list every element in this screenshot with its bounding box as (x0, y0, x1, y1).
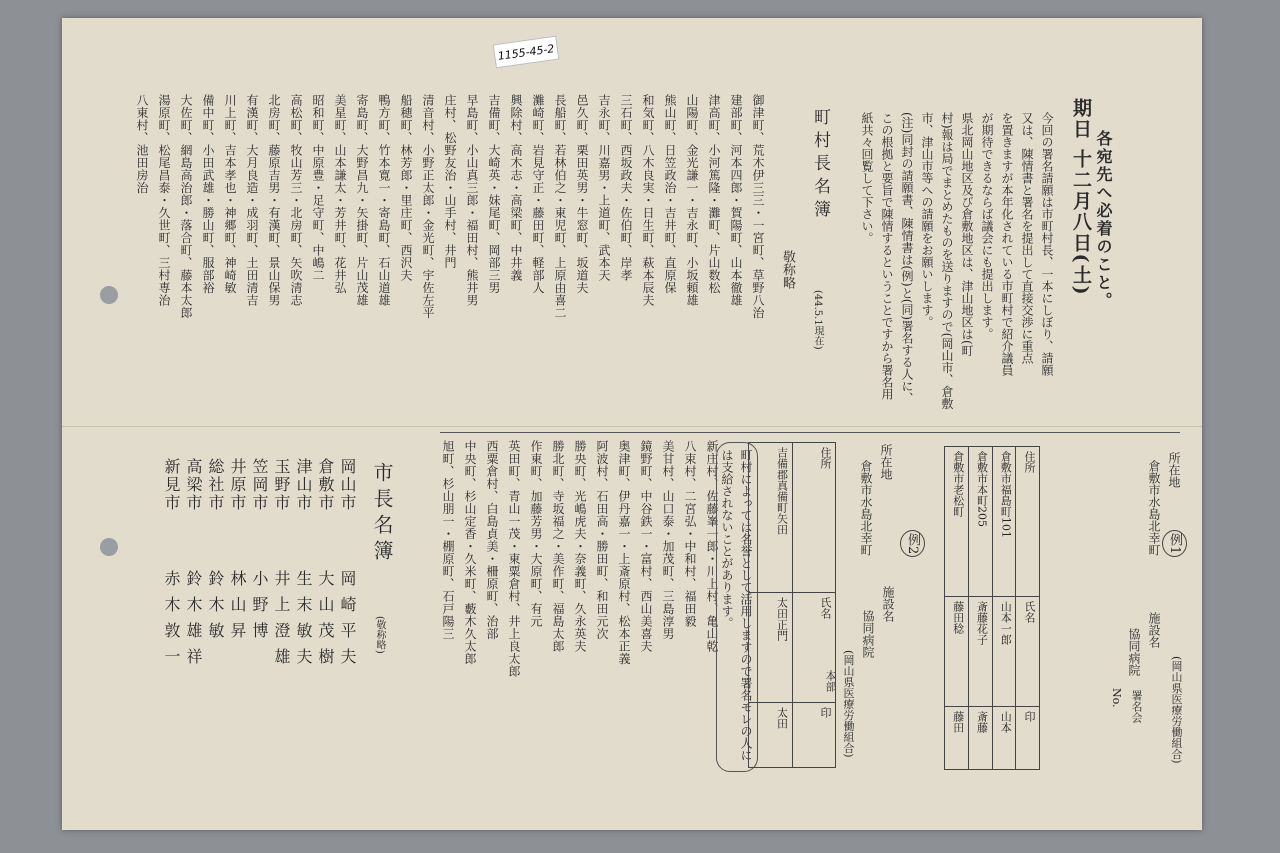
town-entry: 新庄村、佐藤峯一郎・川上村、亀山乾 (705, 440, 719, 653)
mayor-name: 岡崎平夫 (338, 570, 357, 674)
form-cell-name: 太田正門 (749, 593, 792, 703)
example2-label: 例2 (900, 530, 925, 557)
form-cell-name: 斎藤花子 (969, 597, 992, 707)
town-entry: 興除村、高木志・高梁町、中井義 (509, 94, 523, 282)
city-name: 井原市 (228, 458, 247, 512)
city-name: 岡山市 (338, 458, 357, 512)
example1-facility: 協同病院 (1127, 628, 1141, 676)
notice-paragraph: 市、津山市等への請願をお願いします。 (920, 112, 934, 328)
town-entry: 八束村、二宮弘・中和村、福田毅 (683, 440, 697, 628)
town-entry: 作東町、加藤芳男・大原町、有元 (529, 440, 543, 628)
town-entry: 有漢町、大月良造・成羽町、土田清吉 (245, 94, 259, 307)
town-entry: 山陽町、金光謙一・吉永町、小坂頼雄 (685, 94, 699, 307)
city-name: 笠岡市 (250, 458, 269, 512)
notice-body (846, 112, 1056, 412)
town-entry: 旭町、杉山朋一・棚原町、石戸陽三 (441, 440, 455, 640)
form-cell-address: 倉敷市福島町101 (993, 447, 1016, 597)
notice-paragraph: が期待できるならば議会にも提出します。 (980, 112, 994, 340)
town-entry: 美星町、山本謙太・芳井町、花井弘 (333, 94, 347, 294)
mayor-name: 鈴木雄祥 (184, 570, 203, 674)
town-list-honorific: 敬称略 (780, 250, 795, 289)
form-column (749, 443, 793, 768)
example1-party: 署名会 (1130, 690, 1143, 723)
city-list-columns (160, 458, 360, 728)
town-entry: 川上町、吉本孝也・神郷町、神崎敏 (223, 94, 237, 294)
notice-paragraph: を置きますが本年化されている市町村で紹介議員 (1000, 112, 1014, 376)
example2-facility: 協同病院 (861, 610, 875, 658)
example2-table (748, 442, 836, 768)
town-entry: 高松町、牧山芳三・北房町、矢吹清志 (289, 94, 303, 307)
city-name: 新見市 (162, 458, 181, 512)
form-cell-hdr2: 印 (1023, 711, 1036, 722)
form-cell-address: 倉敷市本町205 (969, 447, 992, 597)
town-entry: 英田町、青山一茂・東粟倉村、井上良太郎 (507, 440, 521, 678)
town-entry: 吉備町、大崎英・妹尾町、岡部三男 (487, 94, 501, 294)
example1-no-label: No. (1110, 688, 1123, 708)
form-cell-seal: 藤田 (951, 711, 965, 733)
form-cell-hdr1: 氏名 (793, 593, 836, 703)
form-cell-hdr1: 氏名 (1016, 597, 1039, 707)
town-entry: 勝北町、寺坂福之・美作町、福島太郎 (551, 440, 565, 653)
town-entry: 寄島町、大野昌九・矢掛町、片山茂雄 (355, 94, 369, 307)
more-town-columns (424, 440, 724, 760)
town-entry: 昭和町、中原豊・足守町、中嶋二 (311, 94, 325, 282)
section-divider (440, 432, 1180, 433)
mayor-name: 生末敏夫 (294, 570, 313, 674)
example1-address: 倉敷市水島北幸町 (1147, 460, 1161, 556)
city-name: 玉野市 (272, 458, 291, 512)
town-entry: 早島町、小山真三郎・福田村、熊井男 (465, 94, 479, 307)
form-cell-name: 山本一郎 (993, 597, 1016, 707)
mayor-name: 赤木敦一 (162, 570, 181, 674)
town-list-date: (44.5.1現在) (812, 290, 823, 350)
notice-paragraph: 県北岡山地区及び倉敷地区は、津山地区は(町 (960, 112, 974, 357)
town-entry: 湯原町、松尾昌泰・久世町、三村専治 (157, 94, 171, 307)
city-list-honorific: (敬称略) (374, 616, 385, 654)
form-column (968, 447, 992, 770)
town-entry: 庄村、松野友治・山手村、井門 (443, 94, 457, 269)
town-entry: 大佐町、網島高治郎・落合町、藤本太郎 (179, 94, 193, 319)
mayor-name: 小野博 (250, 570, 269, 648)
town-entry: 美甘村、山口泰・加茂町、三島淳男 (661, 440, 675, 640)
town-entry: 清音村、小野正太郎・金光町、宇佐左平 (421, 94, 435, 319)
notice-paragraph: 今回の署名請願は市町村長、一本にしぼり、請願 (1040, 112, 1054, 376)
mayor-name: 鈴木敏 (206, 570, 225, 648)
town-entry: 和気町、八木良実・日生町、萩本辰夫 (641, 94, 655, 307)
town-entry: 船穂町、林芳郎・里庄町、西沢夫 (399, 94, 413, 282)
notice-paragraph: 又は、陳情書と署名を提出して直接交渉に重点 (1020, 112, 1034, 364)
form-cell-name: 藤田稔 (945, 597, 968, 707)
example2-address: 倉敷市水島北幸町 (859, 460, 873, 556)
form-column (792, 443, 836, 768)
town-entry: 建部町、河本四郎・賀陽町、山本徹雄 (729, 94, 743, 307)
town-entry: 勝央町、光嶋虎夫・奈義町、久永英夫 (573, 440, 587, 653)
form-cell-seal: 斎藤 (975, 711, 989, 733)
form-cell-address: 倉敷市老松町 (945, 447, 968, 597)
town-entry: 三石町、西坂政夫・佐伯町、岸孝 (619, 94, 633, 282)
fold-line (62, 426, 1202, 427)
town-entry: 邑久町、栗田英男・牛窓町、坂道夫 (575, 94, 589, 294)
notice-paragraph: 紙共々回覧して下さい。 (860, 112, 874, 244)
town-entry: 熊山町、日笠政治・吉井町、直原保 (663, 94, 677, 294)
town-list-heading: 町村長名簿 (810, 108, 830, 223)
example1-party-label: (岡山県医療労働組合) (1170, 656, 1183, 764)
town-entry: 西粟倉村、白島貞美・柵原町、治部 (485, 440, 499, 640)
example1-label: 例1 (1162, 530, 1187, 557)
form-cell-seal: 山本 (999, 711, 1013, 733)
town-entry: 八東村、池田房治 (135, 94, 149, 194)
town-list-columns (130, 94, 770, 414)
town-entry: 御津町、荒木伊三三・一宮町、草野八治 (751, 94, 765, 319)
notice-date: 期日 十二月八日(土) (1070, 98, 1092, 297)
form-cell-hdr0: 住所 (1016, 447, 1039, 597)
mayor-name: 林山昇 (228, 570, 247, 648)
city-name: 総社市 (206, 458, 225, 512)
town-entry: 長船町、若林伯之・東児町、上原由喜二 (553, 94, 567, 319)
town-entry: 灘崎町、岩見守正・藤田町、軽部人 (531, 94, 545, 294)
example1-address-label: 所在地 (1167, 452, 1181, 488)
mayor-name: 井上澄雄 (272, 570, 291, 674)
form-column (992, 447, 1016, 770)
city-name: 倉敷市 (316, 458, 335, 512)
notice-paragraph: 村)報は局でまとめたものを送りますので(岡山市、倉敷 (940, 112, 954, 410)
notice-paragraph: この根拠と要旨で陳情するということですから署名用 (880, 112, 894, 400)
example2-address-label: 所在地 (879, 444, 893, 480)
example2-party-label: (岡山県医療労働組合) (842, 650, 855, 758)
town-entry: 鏡野町、中谷鉄一・富村、西山美喜夫 (639, 440, 653, 653)
mayor-name: 大山茂樹 (316, 570, 335, 674)
note-box: 町村によっては名誉として活用しますので署名モレの人には支給されないことがあります。 (716, 442, 758, 772)
punch-hole (100, 286, 118, 304)
town-entry: 奥津町、伊丹嘉一・上斎原村、松本正義 (617, 440, 631, 665)
example2-party: 本部 (824, 670, 837, 692)
town-entry: 鴨方町、竹本寛一・寄島町、石山道雄 (377, 94, 391, 307)
town-entry: 吉永町、川嘉男・上道町、武本天 (597, 94, 611, 282)
form-cell-hdr0: 住所 (793, 443, 836, 593)
town-entry: 阿波村、石田高・勝田町、和田元次 (595, 440, 609, 640)
form-cell-hdr2: 印 (819, 707, 832, 718)
city-name: 高梁市 (184, 458, 203, 512)
form-cell-address: 吉備郡真備町矢田 (749, 443, 792, 593)
form-cell-seal: 太田 (775, 707, 789, 729)
town-entry: 北房町、藤原吉男・有漢町、景山保男 (267, 94, 281, 307)
town-entry: 備中町、小田武雄・勝山町、服部裕 (201, 94, 215, 294)
form-column (945, 447, 969, 770)
example1-table (944, 446, 1040, 770)
notice-paragraph: (注)同封の請願書、陳情書は(例)と(同)署名する人に、 (900, 112, 914, 405)
notice-title: 各宛先へ必着のこと。 (1094, 130, 1113, 310)
punch-hole (100, 538, 118, 556)
city-list-heading: 市長名簿 (370, 462, 394, 566)
example2-facility-label: 施設名 (881, 586, 895, 622)
town-entry: 津高町、小河篤隆・灘町、片山数松 (707, 94, 721, 294)
form-column (1016, 447, 1040, 770)
example1-facility-label: 施設名 (1147, 612, 1161, 648)
city-name: 津山市 (294, 458, 313, 512)
archive-stamp: 1155-45-2 (493, 36, 560, 69)
town-entry: 中央町、杉山定香・久米町、藪木久太郎 (463, 440, 477, 665)
